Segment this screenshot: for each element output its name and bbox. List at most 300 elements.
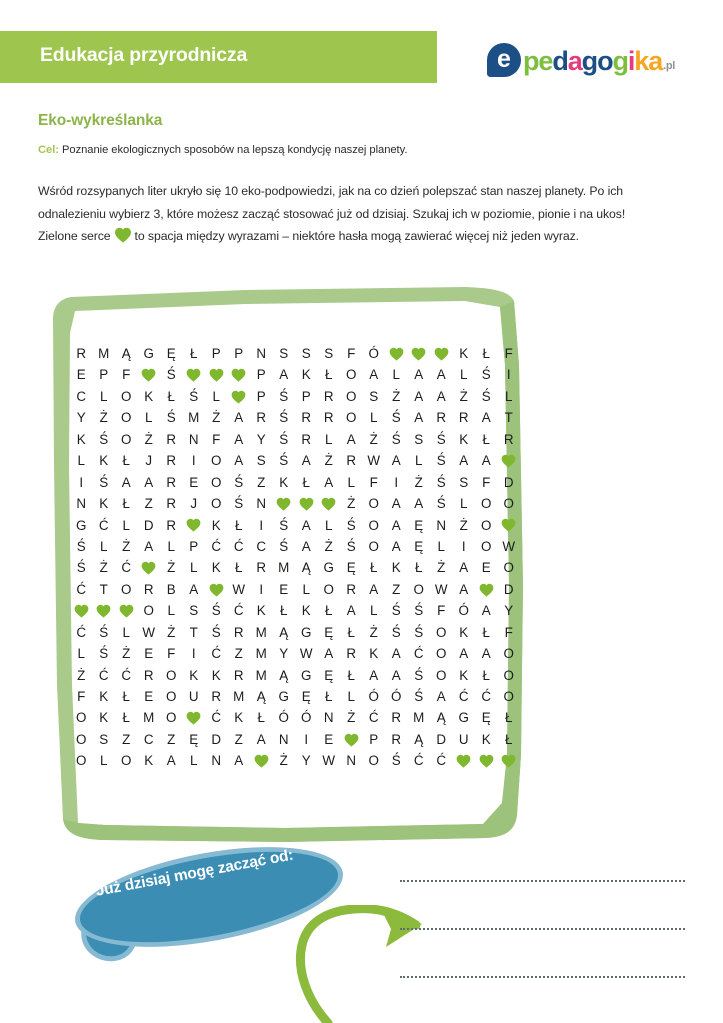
grid-letter[interactable]: O: [503, 560, 514, 576]
grid-letter[interactable]: R: [256, 560, 267, 576]
grid-letter[interactable]: Y: [279, 646, 289, 662]
grid-letter[interactable]: Ć: [233, 538, 244, 554]
grid-letter[interactable]: Ł: [482, 624, 490, 640]
grid-letter[interactable]: R: [166, 496, 177, 512]
grid-letter[interactable]: O: [368, 496, 379, 512]
grid-letter[interactable]: Ó: [278, 710, 289, 726]
grid-letter[interactable]: Ą: [279, 624, 289, 640]
grid-letter[interactable]: Ż: [167, 624, 176, 640]
grid-letter[interactable]: Ę: [481, 710, 491, 726]
grid-letter[interactable]: A: [369, 581, 379, 597]
grid-letter[interactable]: Ć: [458, 689, 469, 705]
grid-letter[interactable]: I: [304, 731, 309, 747]
grid-letter[interactable]: I: [461, 538, 466, 554]
grid-letter[interactable]: Ć: [211, 710, 222, 726]
grid-letter[interactable]: R: [76, 346, 87, 362]
grid-letter[interactable]: L: [415, 453, 423, 469]
grid-letter[interactable]: N: [256, 496, 267, 512]
grid-letter[interactable]: Ś: [414, 667, 424, 683]
grid-heart-icon[interactable]: [205, 368, 228, 382]
grid-letter[interactable]: Ś: [481, 367, 491, 383]
grid-letter[interactable]: O: [413, 581, 424, 597]
grid-letter[interactable]: K: [99, 496, 109, 512]
grid-letter[interactable]: Ś: [391, 603, 401, 619]
grid-letter[interactable]: W: [299, 646, 313, 662]
grid-letter[interactable]: Ś: [481, 388, 491, 404]
grid-letter[interactable]: A: [459, 453, 469, 469]
grid-letter[interactable]: A: [234, 453, 244, 469]
grid-letter[interactable]: Ą: [414, 731, 424, 747]
grid-letter[interactable]: Ć: [76, 624, 87, 640]
answer-line[interactable]: [400, 976, 685, 978]
grid-letter[interactable]: N: [256, 346, 267, 362]
grid-letter[interactable]: A: [166, 753, 176, 769]
grid-letter[interactable]: Ś: [436, 453, 446, 469]
grid-letter[interactable]: Ś: [391, 753, 401, 769]
grid-letter[interactable]: K: [234, 710, 244, 726]
grid-letter[interactable]: Y: [256, 431, 266, 447]
grid-letter[interactable]: A: [144, 538, 154, 554]
grid-letter[interactable]: A: [189, 581, 199, 597]
grid-letter[interactable]: A: [481, 603, 491, 619]
grid-letter[interactable]: A: [256, 731, 266, 747]
grid-letter[interactable]: L: [77, 646, 85, 662]
grid-letter[interactable]: A: [346, 603, 356, 619]
grid-letter[interactable]: Ż: [414, 474, 423, 490]
grid-heart-icon[interactable]: [138, 561, 161, 575]
grid-letter[interactable]: G: [143, 346, 154, 362]
grid-letter[interactable]: Ć: [98, 667, 109, 683]
grid-letter[interactable]: A: [391, 517, 401, 533]
grid-letter[interactable]: O: [503, 496, 514, 512]
grid-letter[interactable]: Ę: [324, 667, 334, 683]
grid-letter[interactable]: K: [99, 710, 109, 726]
grid-letter[interactable]: Ś: [189, 388, 199, 404]
grid-letter[interactable]: G: [301, 667, 312, 683]
grid-heart-icon[interactable]: [70, 604, 93, 618]
grid-letter[interactable]: A: [459, 581, 469, 597]
grid-letter[interactable]: S: [256, 453, 266, 469]
grid-heart-icon[interactable]: [498, 454, 521, 468]
grid-letter[interactable]: B: [166, 581, 176, 597]
grid-letter[interactable]: I: [394, 474, 399, 490]
grid-letter[interactable]: A: [414, 496, 424, 512]
grid-letter[interactable]: N: [323, 710, 334, 726]
grid-heart-icon[interactable]: [475, 754, 498, 768]
grid-letter[interactable]: Ć: [76, 581, 87, 597]
grid-heart-icon[interactable]: [318, 497, 341, 511]
grid-letter[interactable]: O: [211, 453, 222, 469]
grid-letter[interactable]: Ą: [279, 667, 289, 683]
grid-heart-icon[interactable]: [498, 754, 521, 768]
grid-heart-icon[interactable]: [183, 711, 206, 725]
grid-letter[interactable]: O: [76, 710, 87, 726]
grid-letter[interactable]: P: [99, 367, 109, 383]
grid-letter[interactable]: O: [121, 753, 132, 769]
grid-letter[interactable]: L: [100, 753, 108, 769]
grid-letter[interactable]: Ś: [99, 431, 109, 447]
grid-heart-icon[interactable]: [138, 368, 161, 382]
grid-letter[interactable]: A: [369, 367, 379, 383]
grid-letter[interactable]: F: [504, 346, 513, 362]
grid-letter[interactable]: O: [143, 603, 154, 619]
grid-letter[interactable]: R: [458, 410, 469, 426]
grid-letter[interactable]: Ś: [76, 560, 86, 576]
grid-letter[interactable]: O: [166, 710, 177, 726]
grid-letter[interactable]: Ż: [212, 410, 221, 426]
grid-letter[interactable]: A: [301, 517, 311, 533]
grid-letter[interactable]: Ś: [279, 517, 289, 533]
grid-letter[interactable]: A: [459, 560, 469, 576]
grid-heart-icon[interactable]: [183, 368, 206, 382]
grid-letter[interactable]: L: [167, 603, 175, 619]
grid-letter[interactable]: F: [504, 624, 513, 640]
grid-letter[interactable]: D: [211, 731, 222, 747]
grid-letter[interactable]: R: [346, 581, 357, 597]
grid-letter[interactable]: U: [458, 731, 469, 747]
grid-letter[interactable]: O: [368, 538, 379, 554]
grid-letter[interactable]: Ż: [324, 538, 333, 554]
grid-letter[interactable]: W: [322, 753, 336, 769]
grid-heart-icon[interactable]: [498, 518, 521, 532]
grid-heart-icon[interactable]: [475, 582, 498, 596]
grid-letter[interactable]: Ż: [99, 410, 108, 426]
grid-letter[interactable]: L: [347, 474, 355, 490]
grid-letter[interactable]: T: [189, 624, 198, 640]
grid-letter[interactable]: P: [301, 388, 311, 404]
grid-letter[interactable]: F: [167, 646, 176, 662]
grid-letter[interactable]: M: [255, 646, 267, 662]
grid-letter[interactable]: R: [323, 410, 334, 426]
grid-letter[interactable]: Ć: [233, 603, 244, 619]
grid-letter[interactable]: Ł: [235, 560, 243, 576]
grid-letter[interactable]: W: [434, 581, 448, 597]
grid-letter[interactable]: Ż: [99, 560, 108, 576]
grid-letter[interactable]: Ś: [279, 388, 289, 404]
grid-letter[interactable]: Ł: [257, 710, 265, 726]
grid-letter[interactable]: S: [459, 474, 469, 490]
grid-letter[interactable]: A: [301, 538, 311, 554]
grid-letter[interactable]: Ś: [99, 474, 109, 490]
grid-letter[interactable]: E: [189, 474, 199, 490]
grid-letter[interactable]: P: [234, 346, 244, 362]
grid-letter[interactable]: L: [77, 453, 85, 469]
grid-letter[interactable]: Ż: [347, 710, 356, 726]
grid-letter[interactable]: M: [143, 710, 155, 726]
grid-letter[interactable]: O: [211, 496, 222, 512]
grid-letter[interactable]: Z: [167, 731, 176, 747]
grid-letter[interactable]: R: [301, 431, 312, 447]
grid-letter[interactable]: C: [76, 388, 87, 404]
grid-letter[interactable]: D: [503, 581, 514, 597]
grid-letter[interactable]: E: [144, 689, 154, 705]
grid-letter[interactable]: A: [436, 388, 446, 404]
grid-letter[interactable]: G: [301, 624, 312, 640]
grid-letter[interactable]: F: [369, 474, 378, 490]
grid-letter[interactable]: Ę: [301, 689, 311, 705]
grid-letter[interactable]: Ż: [369, 431, 378, 447]
grid-letter[interactable]: G: [458, 710, 469, 726]
grid-letter[interactable]: K: [391, 560, 401, 576]
grid-letter[interactable]: M: [188, 410, 200, 426]
grid-letter[interactable]: Ż: [144, 431, 153, 447]
grid-letter[interactable]: M: [413, 710, 425, 726]
grid-letter[interactable]: I: [191, 453, 196, 469]
grid-letter[interactable]: D: [503, 474, 514, 490]
grid-letter[interactable]: Ś: [279, 538, 289, 554]
grid-letter[interactable]: A: [414, 388, 424, 404]
grid-letter[interactable]: Ś: [234, 496, 244, 512]
grid-letter[interactable]: G: [278, 689, 289, 705]
grid-letter[interactable]: R: [166, 517, 177, 533]
grid-heart-icon[interactable]: [273, 497, 296, 511]
grid-letter[interactable]: L: [460, 496, 468, 512]
grid-letter[interactable]: R: [166, 431, 177, 447]
grid-letter[interactable]: I: [79, 474, 84, 490]
grid-letter[interactable]: K: [279, 474, 289, 490]
grid-letter[interactable]: S: [279, 346, 289, 362]
grid-letter[interactable]: Ł: [482, 667, 490, 683]
grid-letter[interactable]: L: [325, 431, 333, 447]
grid-letter[interactable]: M: [98, 346, 110, 362]
grid-letter[interactable]: K: [211, 667, 221, 683]
grid-letter[interactable]: Ł: [482, 346, 490, 362]
grid-letter[interactable]: K: [459, 667, 469, 683]
grid-letter[interactable]: Ł: [505, 731, 513, 747]
grid-heart-icon[interactable]: [408, 346, 431, 360]
grid-heart-icon[interactable]: [115, 604, 138, 618]
grid-letter[interactable]: Ł: [347, 624, 355, 640]
grid-letter[interactable]: Ę: [414, 538, 424, 554]
grid-letter[interactable]: Ć: [211, 646, 222, 662]
grid-letter[interactable]: P: [189, 538, 199, 554]
grid-letter[interactable]: Ę: [414, 517, 424, 533]
grid-letter[interactable]: P: [211, 346, 221, 362]
epedagogika-logo[interactable]: [487, 40, 675, 80]
grid-letter[interactable]: L: [302, 581, 310, 597]
grid-letter[interactable]: A: [324, 474, 334, 490]
grid-letter[interactable]: O: [503, 667, 514, 683]
grid-letter[interactable]: K: [211, 517, 221, 533]
grid-heart-icon[interactable]: [205, 582, 228, 596]
grid-letter[interactable]: L: [122, 624, 130, 640]
grid-letter[interactable]: Ł: [122, 710, 130, 726]
grid-letter[interactable]: A: [234, 431, 244, 447]
grid-letter[interactable]: Ś: [391, 410, 401, 426]
grid-letter[interactable]: Ó: [391, 689, 402, 705]
grid-letter[interactable]: P: [256, 388, 266, 404]
answer-line[interactable]: [400, 928, 685, 930]
grid-letter[interactable]: O: [121, 410, 132, 426]
grid-letter[interactable]: O: [323, 581, 334, 597]
grid-letter[interactable]: O: [346, 367, 357, 383]
grid-letter[interactable]: R: [323, 388, 334, 404]
grid-letter[interactable]: K: [301, 367, 311, 383]
grid-letter[interactable]: W: [502, 538, 516, 554]
grid-letter[interactable]: R: [233, 667, 244, 683]
grid-letter[interactable]: N: [436, 517, 447, 533]
grid-letter[interactable]: Ł: [280, 603, 288, 619]
grid-letter[interactable]: I: [191, 646, 196, 662]
grid-letter[interactable]: A: [121, 474, 131, 490]
grid-letter[interactable]: N: [346, 753, 357, 769]
grid-letter[interactable]: Ś: [436, 496, 446, 512]
grid-letter[interactable]: L: [167, 538, 175, 554]
grid-letter[interactable]: Ż: [122, 646, 131, 662]
grid-letter[interactable]: Ś: [76, 538, 86, 554]
grid-letter[interactable]: Ę: [166, 346, 176, 362]
grid-letter[interactable]: Z: [257, 474, 266, 490]
grid-letter[interactable]: N: [211, 753, 222, 769]
grid-letter[interactable]: Ś: [211, 624, 221, 640]
grid-letter[interactable]: R: [256, 410, 267, 426]
grid-letter[interactable]: Ć: [481, 689, 492, 705]
grid-letter[interactable]: E: [481, 560, 491, 576]
grid-letter[interactable]: Ą: [436, 710, 446, 726]
grid-letter[interactable]: A: [391, 453, 401, 469]
grid-letter[interactable]: Z: [234, 731, 243, 747]
grid-letter[interactable]: O: [121, 431, 132, 447]
grid-letter[interactable]: Ą: [301, 560, 311, 576]
grid-letter[interactable]: R: [166, 453, 177, 469]
grid-letter[interactable]: L: [122, 517, 130, 533]
grid-letter[interactable]: K: [459, 624, 469, 640]
grid-letter[interactable]: Ł: [325, 367, 333, 383]
grid-letter[interactable]: I: [259, 517, 264, 533]
grid-heart-icon[interactable]: [385, 346, 408, 360]
grid-letter[interactable]: Ć: [413, 753, 424, 769]
grid-letter[interactable]: Ć: [121, 667, 132, 683]
grid-letter[interactable]: A: [436, 689, 446, 705]
grid-letter[interactable]: Ś: [346, 538, 356, 554]
grid-letter[interactable]: W: [232, 581, 246, 597]
grid-letter[interactable]: S: [414, 431, 424, 447]
grid-letter[interactable]: O: [368, 753, 379, 769]
grid-letter[interactable]: Ć: [211, 538, 222, 554]
grid-heart-icon[interactable]: [183, 518, 206, 532]
grid-letter[interactable]: Ż: [324, 453, 333, 469]
grid-letter[interactable]: Ś: [211, 603, 221, 619]
grid-letter[interactable]: Ś: [99, 624, 109, 640]
grid-letter[interactable]: Ę: [346, 560, 356, 576]
grid-letter[interactable]: F: [347, 346, 356, 362]
grid-letter[interactable]: A: [481, 453, 491, 469]
grid-letter[interactable]: R: [346, 646, 357, 662]
grid-letter[interactable]: A: [391, 496, 401, 512]
grid-letter[interactable]: Ś: [279, 453, 289, 469]
grid-letter[interactable]: A: [391, 646, 401, 662]
grid-letter[interactable]: L: [190, 753, 198, 769]
grid-letter[interactable]: Ł: [190, 346, 198, 362]
grid-letter[interactable]: F: [482, 474, 491, 490]
grid-letter[interactable]: L: [370, 603, 378, 619]
grid-letter[interactable]: R: [211, 689, 222, 705]
grid-heart-icon[interactable]: [228, 368, 251, 382]
grid-letter[interactable]: O: [368, 517, 379, 533]
grid-letter[interactable]: Ę: [189, 731, 199, 747]
grid-letter[interactable]: Ł: [122, 453, 130, 469]
grid-letter[interactable]: K: [369, 646, 379, 662]
grid-letter[interactable]: M: [278, 560, 290, 576]
grid-letter[interactable]: K: [256, 603, 266, 619]
grid-letter[interactable]: R: [166, 474, 177, 490]
grid-heart-icon[interactable]: [430, 346, 453, 360]
grid-letter[interactable]: I: [506, 367, 511, 383]
grid-letter[interactable]: L: [347, 689, 355, 705]
grid-letter[interactable]: A: [234, 753, 244, 769]
grid-letter[interactable]: T: [504, 410, 513, 426]
grid-heart-icon[interactable]: [93, 604, 116, 618]
grid-letter[interactable]: O: [346, 410, 357, 426]
grid-letter[interactable]: R: [143, 581, 154, 597]
grid-letter[interactable]: Ś: [166, 367, 176, 383]
grid-letter[interactable]: O: [121, 388, 132, 404]
grid-letter[interactable]: C: [256, 538, 267, 554]
grid-letter[interactable]: O: [481, 496, 492, 512]
grid-letter[interactable]: R: [503, 431, 514, 447]
grid-letter[interactable]: Ć: [368, 710, 379, 726]
grid-letter[interactable]: Ż: [437, 560, 446, 576]
grid-letter[interactable]: K: [481, 731, 491, 747]
grid-letter[interactable]: A: [481, 646, 491, 662]
grid-letter[interactable]: T: [99, 581, 108, 597]
grid-letter[interactable]: A: [414, 410, 424, 426]
grid-letter[interactable]: Ż: [369, 624, 378, 640]
grid-letter[interactable]: P: [256, 367, 266, 383]
grid-letter[interactable]: Ż: [459, 517, 468, 533]
grid-letter[interactable]: K: [301, 603, 311, 619]
grid-letter[interactable]: Ż: [167, 560, 176, 576]
grid-letter[interactable]: E: [324, 731, 334, 747]
grid-letter[interactable]: O: [436, 667, 447, 683]
grid-letter[interactable]: Ł: [482, 431, 490, 447]
grid-letter[interactable]: R: [391, 710, 402, 726]
grid-letter[interactable]: Y: [504, 603, 514, 619]
grid-letter[interactable]: O: [76, 753, 87, 769]
grid-letter[interactable]: F: [437, 603, 446, 619]
grid-letter[interactable]: J: [145, 453, 153, 469]
grid-letter[interactable]: J: [190, 496, 198, 512]
grid-letter[interactable]: Ś: [391, 431, 401, 447]
grid-letter[interactable]: A: [324, 646, 334, 662]
grid-letter[interactable]: A: [391, 538, 401, 554]
grid-letter[interactable]: S: [99, 731, 109, 747]
grid-letter[interactable]: L: [505, 388, 513, 404]
grid-letter[interactable]: K: [99, 689, 109, 705]
grid-letter[interactable]: S: [324, 346, 334, 362]
grid-letter[interactable]: A: [481, 410, 491, 426]
grid-letter[interactable]: O: [76, 731, 87, 747]
grid-letter[interactable]: Ś: [414, 689, 424, 705]
grid-letter[interactable]: O: [121, 581, 132, 597]
grid-letter[interactable]: A: [369, 667, 379, 683]
grid-letter[interactable]: S: [369, 388, 379, 404]
grid-heart-icon[interactable]: [228, 389, 251, 403]
grid-heart-icon[interactable]: [340, 732, 363, 746]
grid-letter[interactable]: A: [234, 410, 244, 426]
grid-letter[interactable]: O: [436, 646, 447, 662]
grid-letter[interactable]: Ś: [414, 603, 424, 619]
grid-letter[interactable]: Y: [76, 410, 86, 426]
grid-letter[interactable]: Ł: [347, 667, 355, 683]
grid-letter[interactable]: L: [100, 388, 108, 404]
grid-letter[interactable]: Ł: [122, 689, 130, 705]
grid-letter[interactable]: E: [144, 646, 154, 662]
grid-letter[interactable]: G: [76, 517, 87, 533]
grid-letter[interactable]: F: [77, 689, 86, 705]
grid-letter[interactable]: O: [436, 624, 447, 640]
grid-letter[interactable]: D: [436, 731, 447, 747]
